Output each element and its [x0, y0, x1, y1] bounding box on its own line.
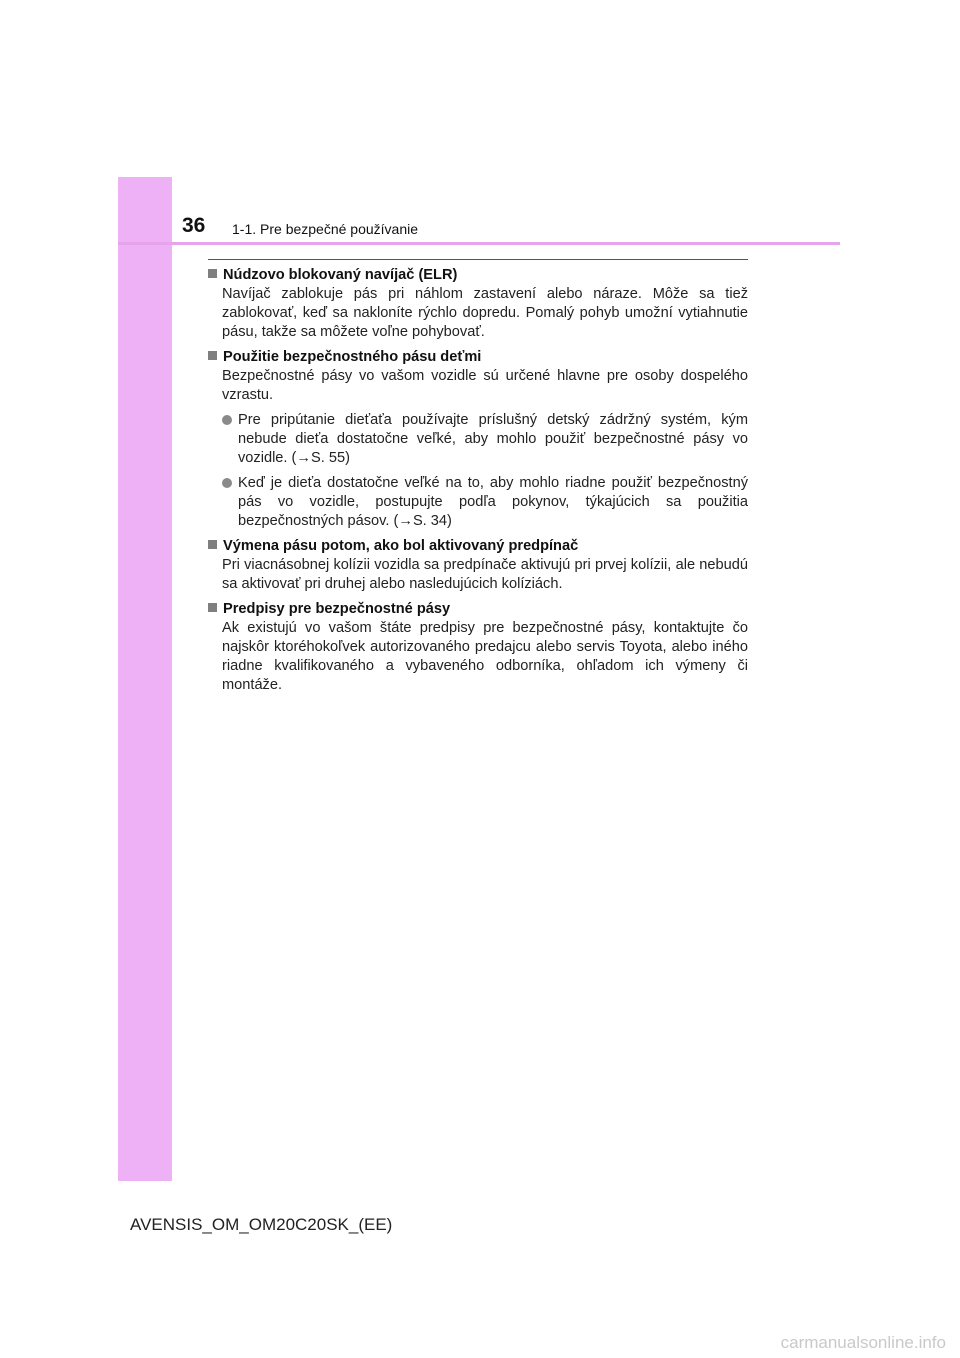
- chapter-tab: [118, 177, 172, 1181]
- section-body: Navíjač zablokuje pás pri náhlom zastavení alebo náraze. Môže sa tiež zablokovať, keď sa nakloníte rýchlo dopredu. Pomalý pohyb umožní vytiahnutie pásu, takže sa môžete voľne pohybovať.: [222, 286, 748, 340]
- section-pretensioner: [208, 537, 748, 594]
- square-bullet-icon: [208, 269, 217, 278]
- section-heading: [208, 266, 748, 285]
- header-rule: [118, 242, 840, 245]
- section-title: 1-1. Pre bezpečné používanie: [232, 221, 419, 237]
- circle-bullet-icon: [222, 478, 232, 488]
- list-item: [222, 474, 748, 531]
- document-code: AVENSIS_OM_OM20C20SK_(EE): [130, 1215, 393, 1234]
- square-bullet-icon: [208, 540, 217, 549]
- section-heading-text: Výmena pásu potom, ako bol aktivovaný predpínač: [223, 538, 579, 554]
- page-number: 36: [182, 214, 206, 237]
- content-divider: [208, 259, 748, 260]
- section-body: Bezpečnostné pásy vo vašom vozidle sú určené hlavne pre osoby dospelého vzrastu.: [222, 368, 748, 403]
- section-heading-text: Núdzovo blokovaný navíjač (ELR): [223, 267, 458, 283]
- circle-bullet-icon: [222, 415, 232, 425]
- section-heading: [208, 600, 748, 619]
- list-item: [222, 411, 748, 468]
- list-item-text: Keď je dieťa dostatočne veľké na to, aby mohlo riadne použiť bezpečnostný pás vo vozidle, postupujte podľa pokynov, týkajúcich sa použitia bezpečnostných pásov. (→S. 34): [238, 475, 748, 529]
- section-heading-text: Použitie bezpečnostného pásu deťmi: [223, 349, 482, 365]
- section-heading: [208, 348, 748, 367]
- content: [208, 266, 748, 701]
- section-body: Pri viacnásobnej kolízii vozidla sa predpínače aktivujú pri prvej kolízii, ale nebudú sa aktivovať pri druhej alebo nasledujúcich kolíziách.: [222, 557, 748, 592]
- section-elr: [208, 266, 748, 342]
- section-children: [208, 348, 748, 531]
- watermark: carmanualsonline.info: [780, 1333, 946, 1352]
- section-heading: [208, 537, 748, 556]
- section-regulations: [208, 600, 748, 695]
- list-item-text: Pre pripútanie dieťaťa používajte príslušný detský zádržný systém, kým nebude dieťa dostatočne veľké, aby mohlo použiť bezpečnostné pásy vo vozidle. (→S. 55): [238, 412, 748, 466]
- square-bullet-icon: [208, 603, 217, 612]
- section-body: Ak existujú vo vašom štáte predpisy pre bezpečnostné pásy, kontaktujte čo najskôr ktoréhokoľvek autorizovaného predajcu alebo servis Toyota, alebo iného riadne kvalifikovaného a vybaveného odborníka, ohľadom ich výmeny či montáže.: [222, 620, 748, 693]
- section-heading-text: Predpisy pre bezpečnostné pásy: [223, 601, 451, 617]
- square-bullet-icon: [208, 351, 217, 360]
